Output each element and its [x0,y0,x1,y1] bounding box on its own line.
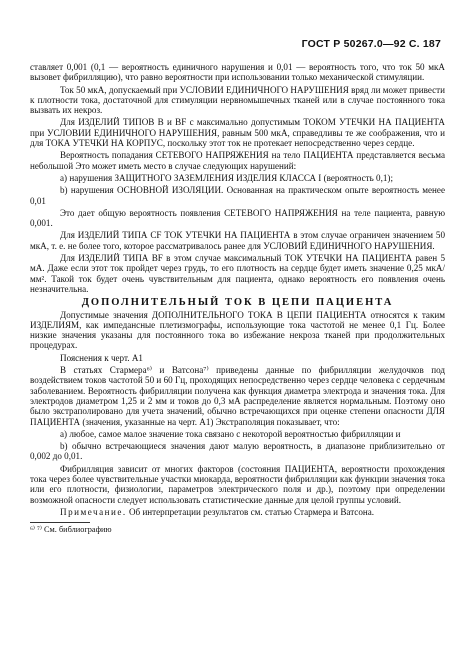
note-label: Примечание. [60,506,127,517]
page-header: ГОСТ Р 50267.0—92 С. 187 [301,38,441,50]
section-title: ДОПОЛНИТЕЛЬНЫЙ ТОК В ЦЕПИ ПАЦИЕНТА [81,297,394,309]
paragraph: В статьях Стармера⁶⁾ и Ватсона⁷⁾ приведены данные по фибрилляции желудочков под воздействием токов частотой 50 и 60 Гц, проходящих непосредственно через сердце человека с сердечным заболеванием. Вероятность фибрилляции получена как функция диаметра электрода и значения тока. Для электродов диаметром 1,25 и 2 мм и токов до 0,3 мА распределение является нормальным. Поэтому оно было экстраполировано для учета значений, обычно встречающихся при оценке степени опасности ДЛЯ ПАЦИЕНТА (значения, указанные на черт. А1) Экстраполяция показывает, что: [30,365,445,427]
list-item: b) нарушения ОСНОВНОЙ ИЗОЛЯЦИИ. Основанная на практическом опыте вероятность менее 0,01 [30,185,445,206]
footnote: ⁶⁾ ⁷⁾ См. библиографию [30,525,112,535]
paragraph: Ток 50 мкА, допускаемый при УСЛОВИИ ЕДИНИЧНОГО НАРУШЕНИЯ вряд ли может привести к плотности тока, достаточной для стимуляции нервномышечных тканей или в случае постоянного тока вызвать их некроз. [30,84,445,116]
paragraph: Фибрилляция зависит от многих факторов (состояния ПАЦИЕНТА, вероятности прохождения тока через более чувствительные участки миокарда, вероятности фибрилляции как функции значения тока или его плотности, физиологии, параметров электрического поля и др.), поэтому при определении возможной опасности следует использовать статистические данные для целой группы условий. [30,463,445,505]
paragraph: Это дает общую вероятность появления СЕТЕВОГО НАПРЯЖЕНИЯ на теле пациента, равную 0,001. [30,207,445,229]
paragraph: Пояснения к черт. А1 [60,352,143,363]
document-body [30,60,445,535]
paragraph: Для ИЗДЕЛИЙ ТИПОВ В и BF с максимально допустимым ТОКОМ УТЕЧКИ НА ПАЦИЕНТА при УСЛОВИИ ЕДИНИЧНОГО НАРУШЕНИЯ, равным 500 мкА, справедливы те же соображения, что и для ТОКА УТЕЧКИ НА КОРПУС, поскольку этот ток не протекает непосредственно через сердце. [30,117,445,149]
paragraph: Допустимые значения ДОПОЛНИТЕЛЬНОГО ТОКА В ЦЕПИ ПАЦИЕНТА относятся к таким ИЗДЕЛИЯМ, как импедансные плетизмографы, использующие тока частотой не менее 0,1 Гц. Более низкие значения указаны для постоянного тока во избежание некроза тканей при продолжительных процедурах. [30,309,445,351]
footnote-divider [30,522,90,523]
paragraph: ставляет 0,001 (0,1 — вероятность единичного нарушения и 0,01 — вероятность того, что ток 50 мкА вызовет фибрилляцию), что равно вероятности при использовании только механической стимуляции. [30,62,445,83]
paragraph: Для ИЗДЕЛИЙ ТИПА CF ТОК УТЕЧКИ НА ПАЦИЕНТА в этом случае ограничен значением 50 мкА, т. е. не более того, которое рассматривалось ранее для УСЛОВИЙ ЕДИНИЧНОГО НАРУШЕНИЯ. [30,230,445,251]
paragraph: Для ИЗДЕЛИЙ ТИПА BF в этом случае максимальный ТОК УТЕЧКИ НА ПАЦИЕНТА равен 5 мА. Даже если этот ток пройдет через грудь, то его плотность на сердце будет иметь значение 0,25 мкА/мм². Такой ток будет очень чувствительным для пациента, однако вероятность его появления очень незначительна. [30,253,445,294]
note-text: Об интерпретации результатов см. статью Стармера и Ватсона. [126,506,375,517]
note [30,507,445,517]
list-item: а) нарушения ЗАЩИТНОГО ЗАЗЕМЛЕНИЯ ИЗДЕЛИЯ КЛАССА I (вероятность 0,1); [60,172,393,183]
list-item: b) обычно встречающиеся значения дают малую вероятность, в диапазоне приблизительно от 0,002 до 0,01. [30,441,445,462]
paragraph: Вероятность попадания СЕТЕВОГО НАПРЯЖЕНИЯ на тело ПАЦИЕНТА представляется весьма небольшой Это может иметь место в случае следующих нарушений: [30,150,445,171]
list-item: а) любое, самое малое значение тока связано с некоторой вероятностью фибрилляции и [60,428,401,439]
